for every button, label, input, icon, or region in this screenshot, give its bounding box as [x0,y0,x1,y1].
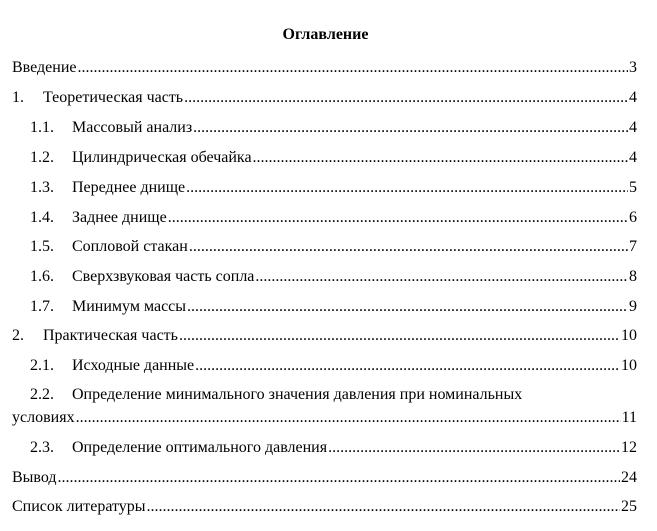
toc-leader-dots [193,117,628,139]
toc-entry-page: 5 [629,179,637,196]
toc-entry-page: 8 [629,268,637,285]
toc-entry-1-4[interactable] [0,207,637,229]
toc-leader-dots [76,407,621,429]
toc-entry-label: Сверхзвуковая часть сопла [72,268,255,285]
toc-entry-label: Список литературы [12,498,146,515]
toc-entry-page: 4 [629,119,637,136]
toc-entry-label: Вывод [12,469,57,486]
toc-entry-page: 4 [629,149,637,166]
toc-entry-number: 1.4. [30,209,54,226]
toc-entry-number: 2.2. [30,386,54,403]
toc-leader-dots [195,355,620,377]
toc-entry-page: 24 [621,469,637,486]
toc-entry-label: Теоретическая часть [43,89,184,106]
toc-entry-label: Массовый анализ [72,119,193,136]
toc-entry-label: Введение [12,59,77,76]
toc-entry-page: 10 [621,327,637,344]
toc-entry-page: 6 [629,209,637,226]
toc-leader-dots [187,296,628,318]
toc-entry-number: 1.3. [30,179,54,196]
toc-entry-1[interactable] [0,87,637,109]
toc-entry-page: 9 [629,298,637,315]
toc-entry-1-6[interactable] [0,266,637,288]
toc-entry-2-2-continuation[interactable] [0,407,637,429]
toc-entry-number: 2.1. [30,357,54,374]
toc-entry-2[interactable] [0,325,637,347]
toc-entry-introduction[interactable] [0,57,637,79]
toc-entry-page: 11 [621,409,637,426]
toc-entry-label: Сопловой стакан [72,238,188,255]
toc-leader-dots [58,467,620,489]
toc-leader-dots [179,325,620,347]
toc-entry-references[interactable] [0,496,637,518]
toc-entry-1-2[interactable] [0,147,637,169]
toc-leader-dots [186,177,628,199]
toc-entry-number: 2.3. [30,439,54,456]
toc-entry-conclusion[interactable] [0,467,637,489]
toc-entry-page: 3 [629,59,637,76]
toc-entry-page: 4 [629,89,637,106]
toc-entry-1-7[interactable] [0,296,637,318]
toc-entry-page: 12 [621,439,637,456]
toc-entry-page: 10 [621,357,637,374]
toc-leader-dots [328,437,620,459]
toc-entry-label: Определение минимального значения давления при номинальных [72,386,523,403]
toc-entry-1-5[interactable] [0,236,637,258]
toc-entry-label: Практическая часть [43,327,178,344]
toc-entry-label: Исходные данные [72,357,195,374]
toc-entry-1-3[interactable] [0,177,637,199]
toc-entry-2-2[interactable] [30,384,522,406]
toc-leader-dots [255,266,628,288]
toc-entry-1-1[interactable] [0,117,637,139]
toc-entry-label-continuation: условиях [12,409,75,426]
toc-entry-label: Минимум массы [72,298,187,315]
toc-title: Оглавление [282,26,369,43]
toc-entry-label: Заднее днище [72,209,167,226]
toc-entry-page: 7 [629,238,637,255]
toc-entry-2-3[interactable] [0,437,637,459]
toc-entry-page: 25 [621,498,637,515]
toc-entry-number: 2. [12,327,24,344]
toc-entry-number: 1. [12,89,24,106]
toc-entry-number: 1.2. [30,149,54,166]
toc-leader-dots [189,236,628,258]
toc-leader-dots [78,57,629,79]
toc-entry-label: Цилиндрическая обечайка [72,149,252,166]
toc-entry-number: 1.5. [30,238,54,255]
toc-leader-dots [184,87,628,109]
toc-leader-dots [168,207,628,229]
toc-leader-dots [253,147,628,169]
toc-entry-label: Переднее днище [72,179,186,196]
toc-entry-number: 1.7. [30,298,54,315]
toc-entry-label: Определение оптимального давления [72,439,328,456]
toc-entry-number: 1.1. [30,119,54,136]
toc-entry-number: 1.6. [30,268,54,285]
toc-entry-2-1[interactable] [0,355,637,377]
toc-leader-dots [147,496,620,518]
